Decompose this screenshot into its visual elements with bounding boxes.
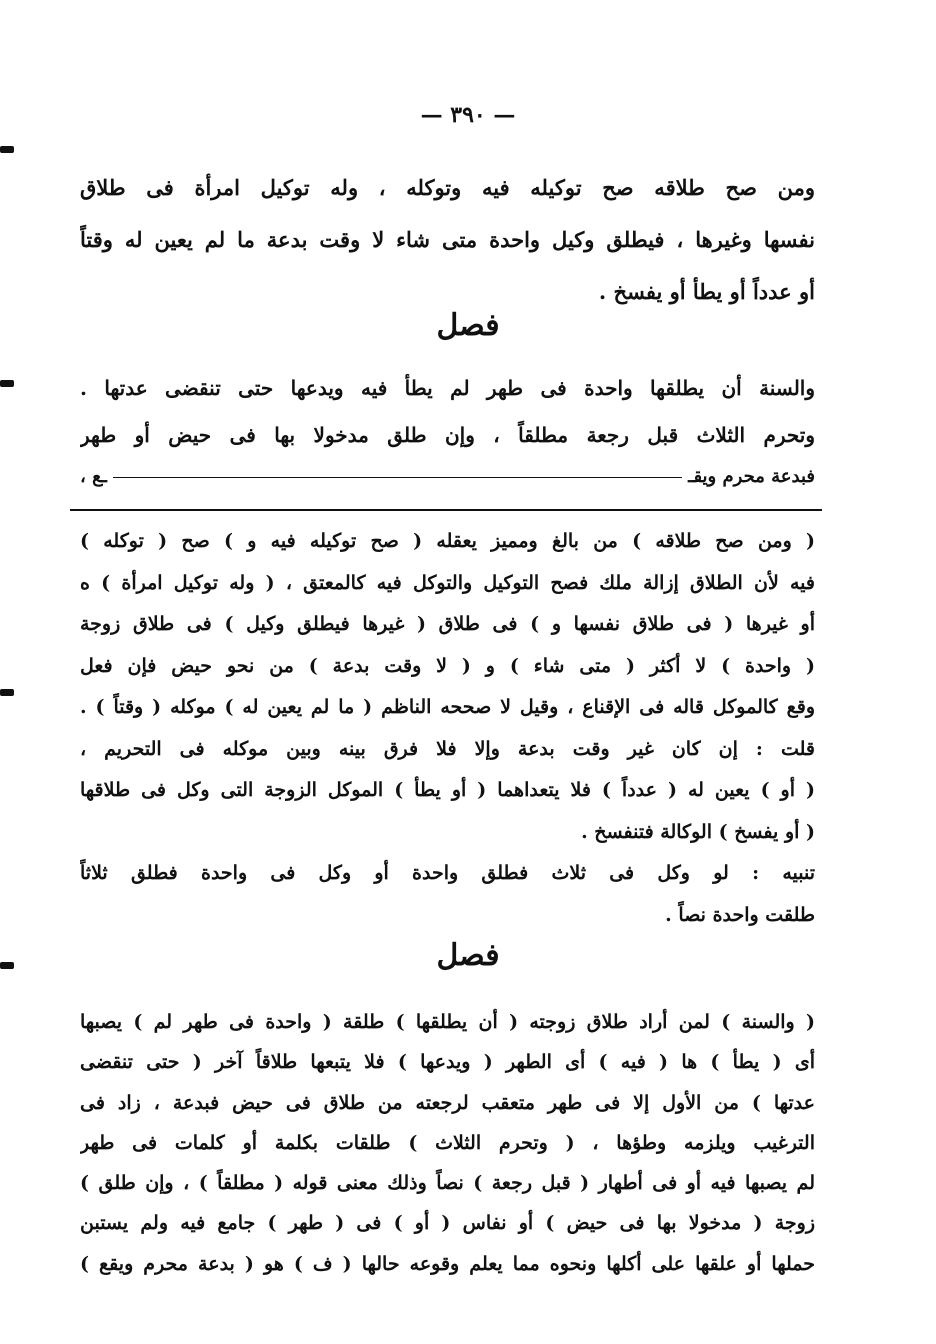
main-text-fasl bbox=[80, 365, 815, 459]
commentary-divider bbox=[70, 509, 822, 511]
text-line: نفسها وغيرها ، فيطلق وكيل واحدة متى شاء لا وقت بدعة ما لم يعين له وقتاً bbox=[80, 227, 815, 252]
commentary-line: زوجة ( مدخولا بها فى حيض ) أو نفاس ( أو ) فى ( طهر ) جامع فيه ولم يستبن bbox=[80, 1212, 815, 1235]
commentary-line: أو غيرها ( فى طلاق نفسها و ) فى طلاق ( غيرها فيطلق وكيل ) فى طلاق زوجة bbox=[80, 613, 815, 635]
note-line: طلقت واحدة نصاً . bbox=[665, 903, 815, 926]
commentary-line: ( ومن صح طلاقه ) من بالغ ومميز يعقله ( صح توكيله فيه و ) صح ( توكله ) bbox=[80, 530, 815, 552]
commentary-line: ( أو ) يعين له ( عدداً ) فلا يتعداهما ( أو يطأ ) الموكل الزوجة التى وكل فى طلاقها bbox=[80, 779, 815, 801]
continuation-end: ـع ، bbox=[80, 466, 107, 487]
commentary-line: عدتها ) من الأول إلا فى طهر متعقب لرجعته من طلاق فى حيض فبدعة ، زاد فى bbox=[80, 1091, 815, 1114]
commentary-line: الترغيب ويلزمه وطؤها ، ( وتحرم الثلاث ) طلقات بكلمة أو كلمات فى طهر bbox=[80, 1131, 815, 1154]
section-heading: فصل bbox=[436, 938, 500, 973]
section-heading: فصل bbox=[436, 308, 500, 343]
continuation-start: فبدعة محرم ويقـ bbox=[688, 466, 815, 487]
commentary-block-1 bbox=[80, 521, 815, 936]
commentary-line: حملها أو علقها على أكلها ونحوه مما يعلم وقوعه حالها ( ف ) هو ( بدعة محرم ويقع ) bbox=[80, 1252, 815, 1275]
page-number: — ٣٩٠ — bbox=[420, 102, 516, 128]
commentary-line: لم يصبها فيه أو فى أطهار ( قبل رجعة ) نصاً وذلك معنى قوله ( مطلقاً ) ، وإن طلق ) bbox=[80, 1172, 815, 1195]
text-line: وتحرم الثلاث قبل رجعة مطلقاً ، وإن طلق مدخولا بها فى حيض أو طهر bbox=[80, 423, 815, 447]
main-text-intro bbox=[80, 162, 815, 318]
text-line: ومن صح طلاقه صح توكيله فيه وتوكله ، وله توكيل امرأة فى طلاق bbox=[80, 175, 815, 200]
text-line: أو عدداً أو يطأ أو يفسخ . bbox=[598, 279, 815, 304]
note-line: تنبيه : لو وكل فى ثلاث فطلق واحدة أو وكل فى واحدة فطلق ثلاثاً bbox=[80, 862, 815, 884]
commentary-line: ( أو يفسخ ) الوكالة فتنفسخ . bbox=[581, 820, 815, 843]
commentary-line: وقع كالموكل قاله فى الإقناع ، وقيل لا صححه الناظم ( ما لم يعين له ) موكله ( وقتاً ) . bbox=[80, 696, 815, 718]
continuation-rule bbox=[113, 477, 682, 478]
commentary-line: ( واحدة ) لا أكثر ( متى شاء ) و ( لا وقت بدعة ) من نحو حيض فإن فعل bbox=[80, 654, 815, 677]
text-line: والسنة أن يطلقها واحدة فى طهر لم يطأ فيه ويدعها حتى تنقضى عدتها . bbox=[80, 376, 815, 400]
commentary-block-2 bbox=[80, 1002, 815, 1284]
main-text-continuation bbox=[80, 458, 815, 496]
commentary-line: ( والسنة ) لمن أراد طلاق زوجته ( أن يطلقها ) طلقة ( واحدة فى طهر لم ) يصبها bbox=[80, 1011, 815, 1033]
commentary-line: فيه لأن الطلاق إزالة ملك فصح التوكيل والتوكل فيه كالمعتق ، ( وله توكيل امرأة ) ه bbox=[80, 571, 815, 594]
commentary-line: أى ( يطأ ) ها ( فيه ) أى الطهر ( ويدعها ) فلا يتبعها طلاقاً آخر ( حتى تنقضى bbox=[80, 1051, 815, 1074]
margin-mark bbox=[0, 146, 14, 153]
margin-mark bbox=[0, 380, 14, 387]
commentary-line: قلت : إن كان غير وقت بدعة وإلا فلا فرق بينه وبين موكله فى التحريم ، bbox=[80, 737, 815, 760]
margin-mark bbox=[0, 689, 14, 696]
